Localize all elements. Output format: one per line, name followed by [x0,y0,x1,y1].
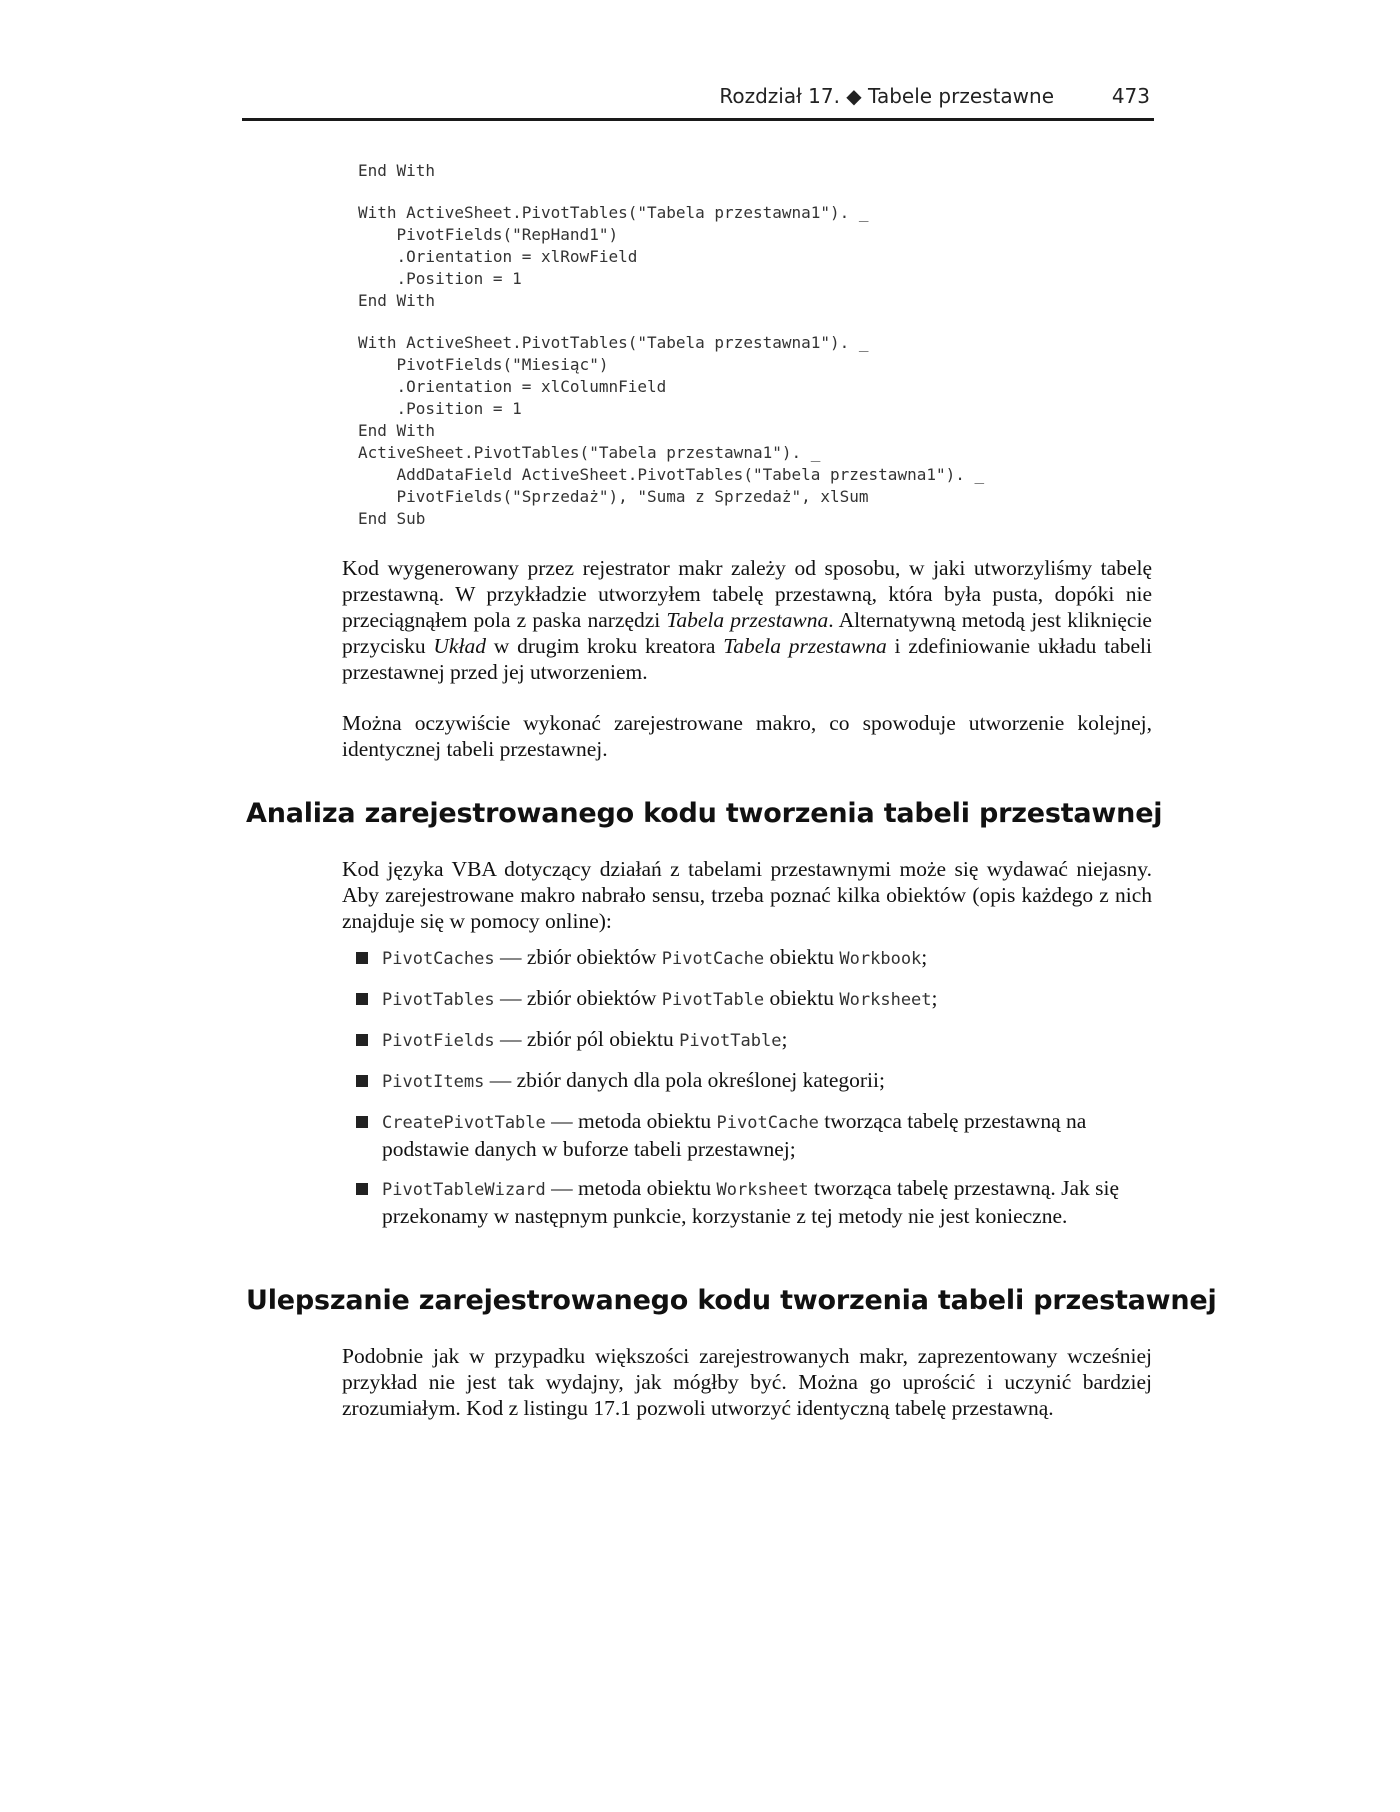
code-term: Worksheet [839,990,932,1010]
list-item [356,944,1146,972]
list-text: — zbiór danych dla pola określonej kategorii; [484,1068,885,1092]
list-item [356,1175,1146,1229]
paragraph-run-macro: Można oczywiście wykonać zarejestrowane makro, co spowoduje utworzenie kolejnej, identycznej tabeli przestawnej. [342,711,1152,761]
code-term: PivotCache [716,1113,819,1133]
list-text: tworząca tabelę przestawną na podstawie danych w buforze tabeli przestawnej; [382,1109,1087,1161]
square-bullet-icon [356,952,368,964]
paragraph-improve-code: Podobnie jak w przypadku większości zarejestrowanych makr, zaprezentowany wcześniej przykład nie jest tak wydajny, jak mógłby być. Można go uprościć i uczynić bardziej zrozumiałym. Kod z listingu 17.1 pozwoli utworzyć identyczną tabelę przestawną. [342,1344,1152,1420]
code-listing [358,160,1148,530]
list-text: — metoda obiektu [545,1176,717,1200]
running-title: Rozdział 17. ◆ Tabele przestawne [719,84,1054,108]
code-line: PivotFields("RepHand1") [358,225,619,244]
list-text: — zbiór pól obiektu [494,1027,680,1051]
code-term: CreatePivotTable [382,1113,546,1133]
square-bullet-icon [356,1116,368,1128]
list-text: ; [931,986,938,1010]
code-line: .Orientation = xlRowField [358,247,638,266]
code-line: End With [358,161,436,180]
list-text: ; [781,1027,788,1051]
code-line [358,182,1148,202]
page-number: 473 [1111,84,1150,108]
code-line: PivotFields("Sprzedaż"), "Suma z Sprzedaż", xlSum [358,487,869,506]
square-bullet-icon [356,1034,368,1046]
page-header [242,84,1154,121]
list-text: — zbiór obiektów [494,945,662,969]
code-line: .Position = 1 [358,269,522,288]
code-line: With ActiveSheet.PivotTables("Tabela przestawna1"). _ [358,333,869,352]
code-term: PivotFields [382,1031,495,1051]
square-bullet-icon [356,1183,368,1195]
square-bullet-icon [356,1075,368,1087]
code-term: Worksheet [716,1180,809,1200]
code-line: ActiveSheet.PivotTables("Tabela przestawna1"). _ [358,443,821,462]
list-item [356,1108,1146,1162]
list-item [356,985,1146,1013]
code-term: PivotTables [382,990,495,1010]
section-heading-improvement: Ulepszanie zarejestrowanego kodu tworzenia tabeli przestawnej [246,1285,1217,1316]
code-line [358,312,1148,332]
code-term: PivotItems [382,1072,485,1092]
code-line: With ActiveSheet.PivotTables("Tabela przestawna1"). _ [358,203,869,222]
list-text: tworząca tabelę przestawną. Jak się przekonamy w następnym punkcie, korzystanie z tej metody nie jest konieczne. [382,1176,1120,1228]
list-text: obiektu [764,945,840,969]
code-line: End Sub [358,509,426,528]
code-line: AddDataField ActiveSheet.PivotTables("Tabela przestawna1"). _ [358,465,985,484]
list-item [356,1067,1146,1095]
square-bullet-icon [356,993,368,1005]
code-term: Workbook [839,949,922,969]
code-line: .Orientation = xlColumnField [358,377,667,396]
code-term: PivotTable [661,990,765,1010]
code-term: PivotTableWizard [382,1180,546,1200]
object-list [356,944,1146,1242]
list-text: — zbiór obiektów [494,986,662,1010]
list-text: — metoda obiektu [545,1109,717,1133]
list-item [356,1026,1146,1054]
code-term: PivotTable [679,1031,782,1051]
code-line: .Position = 1 [358,399,522,418]
section-heading-analysis: Analiza zarejestrowanego kodu tworzenia tabeli przestawnej [246,798,1163,829]
code-line: End With [358,291,436,310]
code-term: PivotCache [661,949,765,969]
code-line: End With [358,421,436,440]
list-text: ; [921,945,928,969]
code-term: PivotCaches [382,949,495,969]
paragraph-recorder-explanation: Kod wygenerowany przez rejestrator makr zależy od sposobu, w jaki utworzyliśmy tabelę przestawną. W przykładzie utworzyłem tabelę przestawną, która była pusta, dopóki nie przeciągnąłem pola z paska narzędzi Tabela przestawna. Alternatywną metodą jest kliknięcie przycisku Układ w drugim kroku kreatora Tabela przestawna i zdefiniowanie układu tabeli przestawnej przed jej utworzeniem. [342,556,1152,684]
paragraph-vba-objects: Kod języka VBA dotyczący działań z tabelami przestawnymi może się wydawać niejasny. Aby zarejestrowane makro nabrało sensu, trzeba poznać kilka obiektów (opis każdego z nich znajduje się w pomocy online): [342,857,1152,933]
list-text: obiektu [764,986,840,1010]
code-line: PivotFields("Miesiąc") [358,355,609,374]
